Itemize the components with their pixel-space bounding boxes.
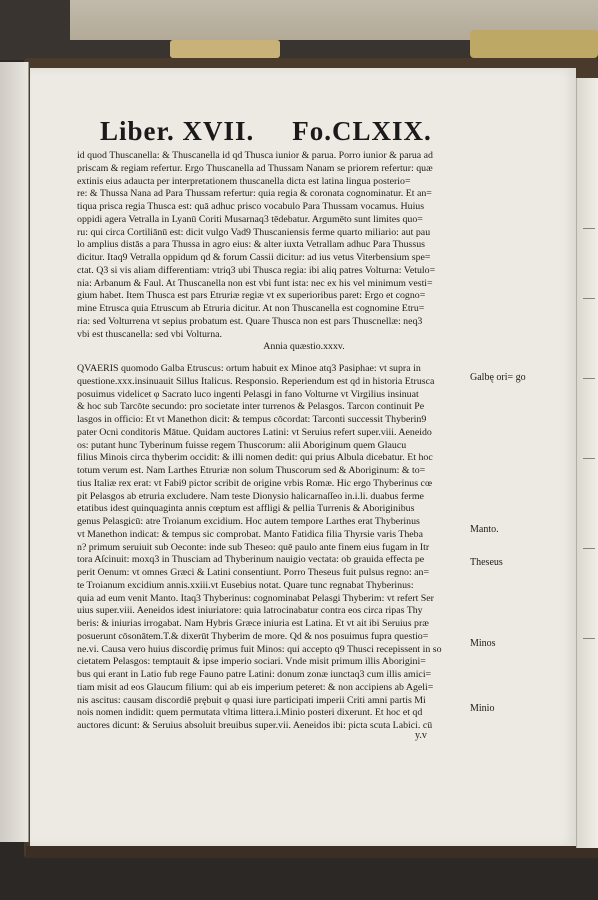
text-line: mine Etrusca quia Etruscum ab Etruria dicitur. At non Thuscanella est cognomine Etru= bbox=[77, 303, 425, 314]
text-line: ru: qui circa Cortiliānū est: dicit vulgo Vad9 Thuscaniensis ferme quarto miliario: aut pau bbox=[77, 226, 431, 238]
text-line: priscam & regiam refertur. Ergo Thuscanella ad Thussam Nanam se priorem refertur: quæ bbox=[77, 162, 433, 174]
text-line: gium habet. Item Thusca est pars Etruriæ regiæ vt ex superioribus paret: Ergo et cogno= bbox=[77, 290, 426, 302]
marginal-minio: Minio bbox=[470, 703, 495, 714]
text-line: quia ad eum venit Manto. Itaq3 Thyberinus: cognominabat Pelasgi Thyberim: vt refert Ser bbox=[77, 592, 434, 604]
signature-mark: y.v bbox=[415, 730, 427, 741]
text-line: tiqua prisca regia Thusca est: quā adhuc prisco vocabulo Para Thussam vocamus. Huius bbox=[77, 201, 425, 212]
text-line: nis ascitus: causam discordiē prębuit φ quasi iure participati imperii Criti amni partis Mi bbox=[77, 694, 426, 706]
text-line: dicitur. Itaq9 Vetralla oppidum qd & forum Cassii dicitur: ad ius vetus Viterbensium spe= bbox=[77, 252, 431, 263]
text-line: genus Pelasgicū: atre Troianum excidium. Hoc autem tempore Larthes erat Thyberinus bbox=[77, 516, 420, 527]
text-line: lasgos in officio: Et vt Manethon dicit: & tempus cōcordat: Tarconti successit Thyberin9 bbox=[77, 414, 427, 425]
text-line: auctores dicunt: & Seruius absoluit breuibus super.vii. Aeneidos ibi: picta scuta Labici. cū bbox=[77, 720, 433, 731]
text-line: vbi est thuscanella: sed vbi Volturna. bbox=[77, 328, 222, 340]
text-line: uius super.viii. Aeneidos idest iniuriatore: quia latrocinabatur contra eos circa ripas Thy bbox=[77, 605, 423, 617]
main-text bbox=[77, 150, 461, 733]
text-line: cietatem Pelasgos: temptauit & ipse imperio sociari. Vnde misit primum illis Aborigini= bbox=[77, 656, 426, 668]
text-line: posuimus videlicet φ Sacrato luco ingenti Pelasgi in fano Volturne vt Virgilius insinuat bbox=[77, 388, 419, 400]
left-page-edge bbox=[0, 62, 29, 842]
text-line: ne.vi. Causa vero huius discordię primus fuit Minos: qui accepto q9 Thusci recepissent in so bbox=[77, 643, 442, 655]
text-line: bus qui erant in Latio fub rege Fauno patre Latini: donum zonæ iunctaq3 cum illis amici= bbox=[77, 669, 432, 680]
text-line: totum verum est. Nam Larthes Etruriæ non solum Thuscorum sed & Aboriginum: & to= bbox=[77, 465, 426, 476]
paragraph-thuscanella bbox=[77, 150, 461, 341]
text-line: oppidi agera Vetralla in Lyanū Coriti Musarnaq3 tēdebatur. Argumēto sunt limites quo= bbox=[77, 213, 423, 225]
text-line: QVAERIS quomodo Galba Etruscus: ortum habuit ex Minoe atq3 Pasiphae: vt supra in bbox=[77, 363, 421, 374]
text-line: n? primum seruiuit sub Oeconte: inde sub Theseo: quē paulo ante finem eius fugam in Itr bbox=[77, 541, 430, 553]
text-line: filius Minois circa thyberim occidit: & illi nomen dedit: qui prius Albula dicebatur. Et hoc bbox=[77, 452, 433, 464]
text-line: beris: & iniurias irrogabat. Nam Hybris Græce iniuria est Latina. Et vt ait ibi Seruius præ bbox=[77, 618, 429, 629]
section-heading: Annia quæstio.xxxv. bbox=[263, 341, 345, 353]
bottom-edge bbox=[26, 846, 598, 858]
right-page-edge bbox=[576, 78, 598, 848]
text-line: questione.xxx.insinuauit Sillus Italicus. Responsio. Reperiendum est qd in historia Etrusca bbox=[77, 375, 435, 387]
text-line: id quod Thuscanella: & Thuscanella id qd Thusca iunior & parua. Porro iunior & parua ad bbox=[77, 150, 433, 161]
text-line: lo amplius distās a para Thussa in agro eius: & alter iuxta Vetrallam adhuc Para Thussus bbox=[77, 239, 426, 251]
text-line: ria: sed Volturrena vt sepius probatum est. Quare Thusca non est pars Thuscnellæ: neq3 bbox=[77, 315, 423, 327]
text-line: perit Oenum: vt omnes Græci & Latini consentiunt. Porro Theseus fuit pulsus regno: an= bbox=[77, 567, 430, 578]
text-line: os: putant hunc Tyberinum fuisse regem Thuscorum: alii Aboriginum quem Glaucu bbox=[77, 439, 407, 451]
marginal-minos: Minos bbox=[470, 638, 496, 649]
text-line: & hoc sub Tarcōte secundo: pro societate inter turrenos & Pelasgos. Tarcon continuit Pe bbox=[77, 401, 425, 413]
background-tab bbox=[170, 40, 280, 58]
text-line: nois nomen indidit: quem permutata vltima littera.i.Minio posteri dixerunt. Et hoc et qd bbox=[77, 707, 423, 719]
text-line: pit Pelasgos ab etruria excludere. Nam teste Dionysio halicarnaſſeo in.i.li. duabus ferme bbox=[77, 490, 424, 502]
text-line: tora Aſcinuit: moxq3 in Thusciam ad Thyberinum nauigio vectata: ob grauida effecta pe bbox=[77, 554, 425, 566]
text-line: pater Ocni conditoris Mātue. Quidam auctores Latini: vt Seruius refert super.viii. Aeneido bbox=[77, 426, 432, 438]
text-line: vt Manethon indicat: & tempus sic comprobat. Manto Fatidica filia Thyrsie varis Theba bbox=[77, 528, 424, 540]
running-head bbox=[100, 116, 460, 150]
text-line: ctat. Q3 si vis aliam differentiam: vtriq3 ubi Thusca regia: ibi aliq patres Volturna: Vetulo= bbox=[77, 264, 436, 276]
marginal-manto: Manto. bbox=[470, 524, 499, 535]
folio-number: Fo.CLXIX. bbox=[292, 116, 432, 146]
marginal-galba: Galbę ori= go bbox=[470, 372, 526, 383]
text-line: etatibus idest quinquaginta annis cœptum est affligi & pellia Turrenis & Aboriginibus bbox=[77, 503, 415, 515]
background-tab bbox=[470, 30, 598, 58]
text-line: re: & Thussa Nana ad Para Thussam refertur: quia regia & coronata cognominatur. Et an= bbox=[77, 188, 432, 200]
paragraph-galba bbox=[77, 363, 461, 733]
text-line: tiam misit ad eos Glaucum filium: qui ab eis imperium peteret: & non accipiens ab Ageli= bbox=[77, 681, 434, 693]
text-line: tius Italiæ rex erat: vt Fabi9 pictor scribit de origine vrbis Romæ. Hic ergo Thyberinus cœ bbox=[77, 477, 433, 489]
text-line: posuerunt cōsonātem.T.& dixerūt Thyberim de more. Qd & nos posuimus fupra questio= bbox=[77, 630, 429, 642]
text-line: extinis eius adaucta per interpretationem thuscanella dicta est latina lingua posterio= bbox=[77, 175, 411, 187]
text-line: te Troianum excidium annis.xxiii.vt Eusebius notat. Quare tunc regnabat Thyberinus: bbox=[77, 579, 414, 591]
book-title: Liber. XVII. bbox=[100, 116, 255, 146]
text-line: nia: Arbanum & Faul. At Thuscanella non est vbi funt ista: nec ex his vel minimum vesti= bbox=[77, 277, 433, 289]
marginal-theseus: Theseus bbox=[470, 557, 503, 568]
